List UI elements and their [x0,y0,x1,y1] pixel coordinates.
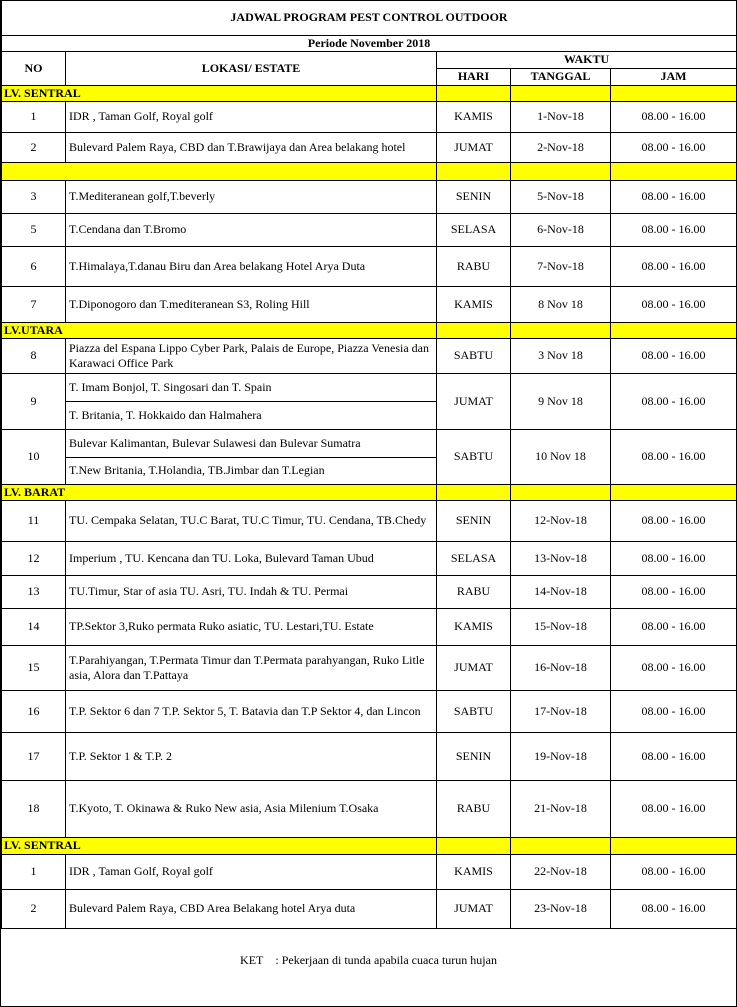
table-row [2,690,737,732]
row-tanggal: 8 Nov 18 [511,286,611,322]
header-lokasi: LOKASI/ ESTATE [66,51,437,85]
table-row [2,889,737,928]
row-no: 15 [2,645,66,690]
row-hari: KAMIS [437,286,511,322]
row-no: 11 [2,500,66,541]
row-no: 18 [2,780,66,837]
row-hari: KAMIS [437,101,511,132]
document-title: JADWAL PROGRAM PEST CONTROL OUTDOOR [2,1,737,35]
row-hari: JUMAT [437,132,511,162]
table-row [2,608,737,645]
row-hari: SENIN [437,732,511,780]
row-no: 9 [2,373,66,429]
row-hari: SENIN [437,500,511,541]
row-tanggal: 10 Nov 18 [511,429,611,484]
section-row [2,322,737,338]
row-no: 3 [2,180,66,213]
table-row [2,101,737,132]
footnote-label: KET [240,953,264,967]
period-label: Periode November 2018 [2,35,737,51]
header-no: NO [2,51,66,85]
row-lokasi: Bulevar Kalimantan, Bulevar Sulawesi dan Bulevar Sumatra [66,429,437,457]
row-lokasi: T.Kyoto, T. Okinawa & Ruko New asia, Asia Milenium T.Osaka [66,780,437,837]
section-label: LV.UTARA [2,322,437,338]
table-row [2,732,737,780]
row-jam: 08.00 - 16.00 [611,246,737,286]
header-jam: JAM [611,68,737,85]
row-jam: 08.00 - 16.00 [611,429,737,484]
schedule-table [1,1,737,929]
row-hari: JUMAT [437,889,511,928]
table-row [2,132,737,162]
row-tanggal: 7-Nov-18 [511,246,611,286]
row-hari: KAMIS [437,854,511,889]
row-hari: JUMAT [437,373,511,429]
table-row [2,180,737,213]
header-hari: HARI [437,68,511,85]
row-lokasi: T.P. Sektor 6 dan 7 T.P. Sektor 5, T. Batavia dan T.P Sektor 4, dan Lincon [66,690,437,732]
row-tanggal: 21-Nov-18 [511,780,611,837]
row-tanggal: 3 Nov 18 [511,338,611,373]
row-tanggal: 9 Nov 18 [511,373,611,429]
table-row [2,213,737,246]
row-lokasi: T.Himalaya,T.danau Biru dan Area belakang Hotel Arya Duta [66,246,437,286]
row-lokasi: Piazza del Espana Lippo Cyber Park, Palais de Europe, Piazza Venesia dan Karawaci Office Park [66,338,437,373]
row-jam: 08.00 - 16.00 [611,541,737,575]
table-row [2,541,737,575]
row-tanggal: 17-Nov-18 [511,690,611,732]
row-no: 14 [2,608,66,645]
row-hari: SABTU [437,338,511,373]
section-row [2,85,737,101]
row-lokasi: T.Mediteranean golf,T.beverly [66,180,437,213]
row-tanggal: 22-Nov-18 [511,854,611,889]
table-row [2,645,737,690]
row-hari: SABTU [437,429,511,484]
row-lokasi: IDR , Taman Golf, Royal golf [66,854,437,889]
table-row [2,338,737,373]
row-tanggal: 23-Nov-18 [511,889,611,928]
row-no: 10 [2,429,66,484]
row-hari: KAMIS [437,608,511,645]
row-jam: 08.00 - 16.00 [611,373,737,429]
row-no: 1 [2,854,66,889]
section-row-empty [2,162,737,180]
row-no: 6 [2,246,66,286]
row-hari: RABU [437,780,511,837]
row-lokasi: TU. Cempaka Selatan, TU.C Barat, TU.C Timur, TU. Cendana, TB.Chedy [66,500,437,541]
row-no: 1 [2,101,66,132]
row-no: 2 [2,132,66,162]
row-jam: 08.00 - 16.00 [611,180,737,213]
section-label: LV. SENTRAL [2,837,437,854]
row-tanggal: 5-Nov-18 [511,180,611,213]
row-hari: RABU [437,575,511,608]
row-hari: RABU [437,246,511,286]
header-tanggal: TANGGAL [511,68,611,85]
table-row [2,429,737,457]
row-jam: 08.00 - 16.00 [611,101,737,132]
table-row [2,246,737,286]
row-jam: 08.00 - 16.00 [611,645,737,690]
table-row [2,575,737,608]
row-lokasi: TP.Sektor 3,Ruko permata Ruko asiatic, TU. Lestari,TU. Estate [66,608,437,645]
row-jam: 08.00 - 16.00 [611,500,737,541]
footnote [1,953,736,968]
row-lokasi: T.Cendana dan T.Bromo [66,213,437,246]
row-jam: 08.00 - 16.00 [611,690,737,732]
row-no: 2 [2,889,66,928]
row-hari: JUMAT [437,645,511,690]
table-row [2,500,737,541]
section-label: LV. SENTRAL [2,85,437,101]
row-tanggal: 2-Nov-18 [511,132,611,162]
table-row [2,373,737,401]
row-no: 13 [2,575,66,608]
row-tanggal: 16-Nov-18 [511,645,611,690]
row-jam: 08.00 - 16.00 [611,575,737,608]
row-lokasi: T.Parahiyangan, T.Permata Timur dan T.Permata parahyangan, Ruko Litle asia, Alora dan T.Pattaya [66,645,437,690]
header-waktu: WAKTU [437,51,737,68]
row-lokasi: Bulevard Palem Raya, CBD dan T.Brawijaya dan Area belakang hotel [66,132,437,162]
row-jam: 08.00 - 16.00 [611,608,737,645]
row-tanggal: 19-Nov-18 [511,732,611,780]
table-row [2,854,737,889]
row-tanggal: 12-Nov-18 [511,500,611,541]
row-lokasi: T.Diponogoro dan T.mediteranean S3, Roling Hill [66,286,437,322]
row-tanggal: 15-Nov-18 [511,608,611,645]
row-lokasi: T. Imam Bonjol, T. Singosari dan T. Spain [66,373,437,401]
row-hari: SELASA [437,541,511,575]
row-tanggal: 6-Nov-18 [511,213,611,246]
row-lokasi: T.P. Sektor 1 & T.P. 2 [66,732,437,780]
row-hari: SENIN [437,180,511,213]
row-jam: 08.00 - 16.00 [611,286,737,322]
row-lokasi: Imperium , TU. Kencana dan TU. Loka, Bulevard Taman Ubud [66,541,437,575]
row-jam: 08.00 - 16.00 [611,338,737,373]
table-row [2,286,737,322]
row-jam: 08.00 - 16.00 [611,780,737,837]
row-tanggal: 14-Nov-18 [511,575,611,608]
row-jam: 08.00 - 16.00 [611,854,737,889]
section-row [2,484,737,500]
section-label: LV. BARAT [2,484,437,500]
row-lokasi: IDR , Taman Golf, Royal golf [66,101,437,132]
row-no: 16 [2,690,66,732]
row-no: 17 [2,732,66,780]
row-no: 7 [2,286,66,322]
row-jam: 08.00 - 16.00 [611,213,737,246]
row-hari: SELASA [437,213,511,246]
row-tanggal: 13-Nov-18 [511,541,611,575]
row-hari: SABTU [437,690,511,732]
row-lokasi: T. Britania, T. Hokkaido dan Halmahera [66,401,437,429]
table-row [2,780,737,837]
footnote-text: : Pekerjaan di tunda apabila cuaca turun hujan [275,953,497,967]
row-jam: 08.00 - 16.00 [611,132,737,162]
section-row [2,837,737,854]
row-no: 12 [2,541,66,575]
row-lokasi: Bulevard Palem Raya, CBD Area Belakang hotel Arya duta [66,889,437,928]
row-lokasi: T.New Britania, T.Holandia, TB.Jimbar dan T.Legian [66,457,437,484]
row-no: 8 [2,338,66,373]
row-lokasi: TU.Timur, Star of asia TU. Asri, TU. Indah & TU. Permai [66,575,437,608]
row-jam: 08.00 - 16.00 [611,732,737,780]
row-no: 5 [2,213,66,246]
row-tanggal: 1-Nov-18 [511,101,611,132]
row-jam: 08.00 - 16.00 [611,889,737,928]
